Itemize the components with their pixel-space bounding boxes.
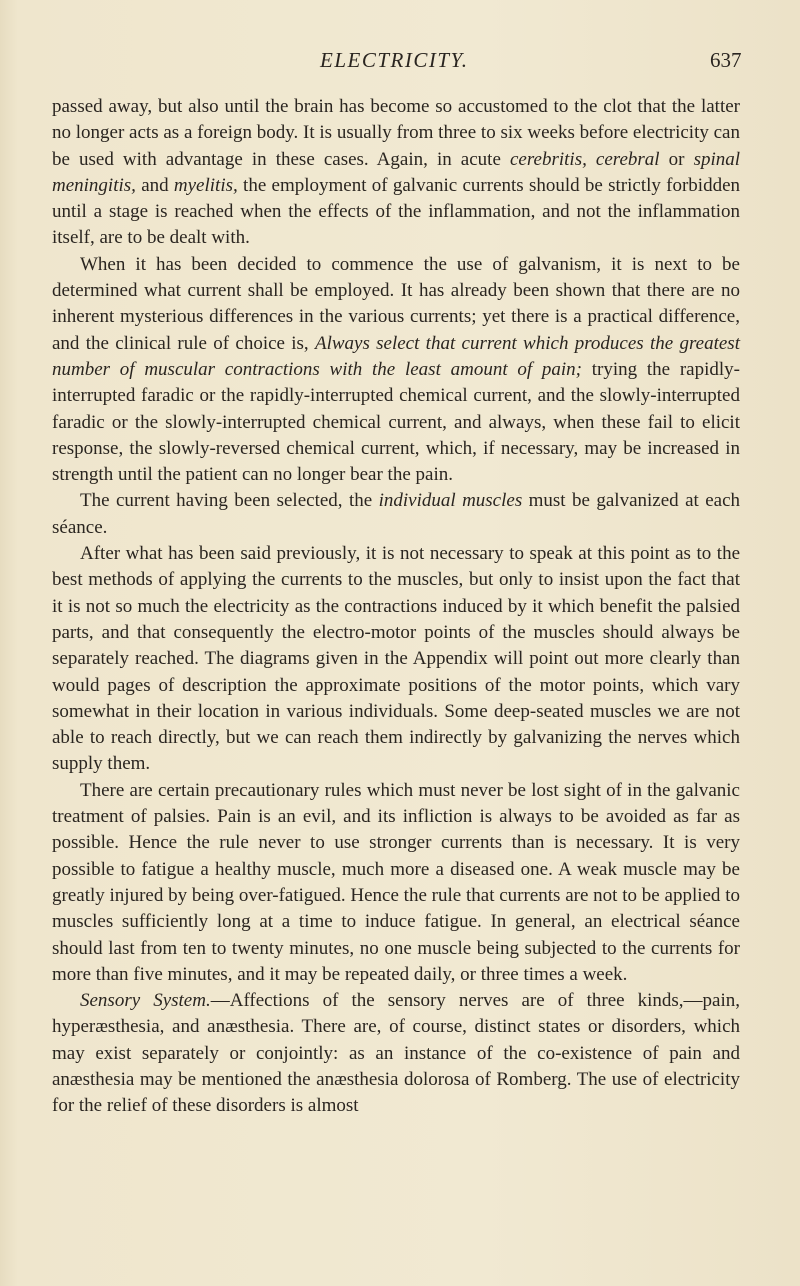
text-run: There are certain precautionary rules which must never be lost sight of in the galvanic treatment of palsies. Pain is an evil, and its infliction is always to be avoided as far as possible. Hence the rule never to use stronger currents than is necessary. It is very possible to fatigue a healthy muscle, much more a diseased one. A weak muscle may be greatly injured by being over-fatigued. Hence the rule that currents are not to be applied to muscles sufficiently long at a time to induce fatigue. In general, an electrical séance should last from ten to twenty minutes, no one muscle being subjected to the currents for more than five minutes, and it may be repeated daily, or three times a week. — [52, 779, 740, 985]
text-run: and — [135, 174, 174, 196]
italic-text: individual muscles — [378, 490, 523, 512]
paragraph — [52, 488, 740, 541]
page-number: 637 — [710, 48, 742, 72]
paragraph — [52, 252, 740, 489]
italic-text: spinal meningitis, — [52, 148, 741, 196]
text-run: must be galvanized at each séance. — [52, 490, 741, 538]
text-run: or — [659, 148, 694, 170]
text-run: the employment of galvanic currents should be strictly forbidden until a stage is reached when the effects of the inflammation, and not the inflammation itself, are to be dealt with. — [52, 174, 741, 249]
paragraph — [52, 778, 740, 988]
body-text — [52, 94, 740, 1120]
text-run: trying the rapidly-interrupted faradic or the rapidly-interrupted chemical current, and the slowly-interrupted faradic or the slowly-interrupted chemical current, and always, when these fail to elicit response, the slowly-reversed chemical current, which, if necessary, may be increased in strength until the patient can no longer bear the pain. — [52, 358, 740, 486]
italic-text: myelitis, — [173, 174, 238, 196]
text-run: The current having been selected, the — [80, 490, 379, 512]
text-run: After what has been said previously, it is not necessary to speak at this point as to the best methods of applying the currents to the muscles, but only to insist upon the fact that it is not so much the electricity as the contractions induced by it which benefit the palsied parts, and that consequently the electro-motor points of the muscles should always be separately reached. The diagrams given in the Appendix will point out more clearly than would pages of description the approximate positions of the motor points, which vary somewhat in their location in various individuals. Some deep-seated muscles we are not able to reach directly, but we can reach them indirectly by galvanizing the nerves which supply them. — [52, 543, 740, 775]
paragraph — [52, 988, 740, 1119]
italic-text: cerebritis, cerebral — [509, 148, 660, 170]
paragraph — [52, 94, 740, 252]
paragraph — [52, 541, 740, 778]
running-head: ELECTRICITY. — [320, 48, 469, 72]
text-run: —Affections of the sensory nerves are of three kinds,—pain, hyperæsthesia, and anæsthesia. There are, of course, distinct states or disorders, which may exist separately or conjointly: as an instance of the co-existence of pain and anæsthesia may be mentioned the anæsthesia dolorosa of Romberg. The use of electricity for the relief of these disorders is almost — [52, 990, 740, 1117]
text-run: passed away, but also until the brain has become so accustomed to the clot that the latter no longer acts as a foreign body. It is usually from three to six weeks before electricity can be used with advantage in these cases. Again, in acute — [52, 96, 740, 170]
page-header — [0, 48, 800, 82]
italic-text: Sensory System. — [80, 990, 211, 1012]
italic-text: Always select that current which produces the greatest number of muscular contractions with the least amount of pain; — [52, 332, 740, 380]
text-run: When it has been decided to commence the use of galvanism, it is next to be determined what current shall be employed. It has already been shown that there are no inherent mysterious differences in the various currents; yet there is a practical difference, and the clinical rule of choice is, — [52, 253, 740, 354]
